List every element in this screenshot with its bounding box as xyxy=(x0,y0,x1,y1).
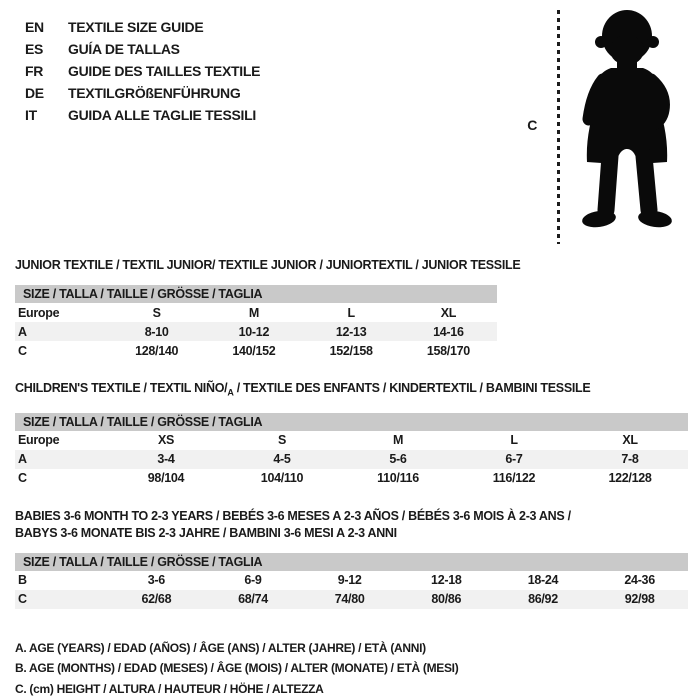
row-label: Europe xyxy=(18,305,60,320)
row-label: A xyxy=(18,324,27,339)
measure-label-c: C xyxy=(527,117,537,133)
size-cell: 10-12 xyxy=(238,324,270,339)
legend-footnotes xyxy=(15,638,700,700)
size-cell: 158/170 xyxy=(426,343,470,358)
size-cell: 110/116 xyxy=(377,471,419,485)
size-cell: 4-5 xyxy=(273,452,291,466)
table-row xyxy=(15,469,688,488)
babies-textile-section xyxy=(15,508,700,609)
section-title-line1: BABIES 3-6 MONTH TO 2-3 YEARS / BEBÉS 3-6 MESES A 2-3 AÑOS / BÉBÉS 3-6 MOIS À 2-3 ANS / xyxy=(15,508,571,523)
guide-title: GUIDA ALLE TAGLIE TESSILI xyxy=(68,107,256,123)
size-cell: 122/128 xyxy=(608,471,652,485)
section-title-subscript: A xyxy=(227,387,234,398)
section-title: JUNIOR TEXTILE / TEXTIL JUNIOR/ TEXTILE JUNIOR / JUNIORTEXTIL / JUNIOR TESSILE xyxy=(15,258,521,272)
row-label: Europe xyxy=(18,433,60,447)
size-cell: 74/80 xyxy=(334,592,365,606)
size-cell: L xyxy=(347,305,355,320)
children-textile-section xyxy=(15,380,700,488)
children-size-table xyxy=(15,431,688,488)
size-cell: L xyxy=(510,433,518,447)
size-cell: 92/98 xyxy=(624,592,655,606)
guide-title: TEXTILE SIZE GUIDE xyxy=(68,19,204,35)
row-label: A xyxy=(18,452,27,466)
size-cell: M xyxy=(248,305,259,320)
size-header-bar: SIZE / TALLA / TAILLE / GRÖSSE / TAGLIA xyxy=(15,285,497,303)
row-label: C xyxy=(18,471,27,485)
size-cell: S xyxy=(277,433,287,447)
table-row xyxy=(15,303,497,322)
section-title-line2: BABYS 3-6 MONATE BIS 2-3 JAHRE / BAMBINI 3-6 MESI A 2-3 ANNI xyxy=(15,525,397,540)
footnote-c: C. (cm) HEIGHT / ALTURA / HAUTEUR / HÖHE / ALTEZZA xyxy=(15,681,324,696)
babies-size-table xyxy=(15,571,688,609)
table-row xyxy=(15,341,497,360)
language-code: FR xyxy=(25,63,44,79)
table-row xyxy=(15,431,688,450)
footnote-b: B. AGE (MONTHS) / EDAD (MESES) / ÂGE (MOIS) / ALTER (MONATE) / ETÀ (MESI) xyxy=(15,661,459,675)
size-cell: XL xyxy=(622,433,638,447)
section-title-text: / TEXTILE DES ENFANTS / KINDERTEXTIL / BAMBINI TESSILE xyxy=(233,381,591,395)
guide-title: GUÍA DE TALLAS xyxy=(68,41,180,57)
junior-size-table xyxy=(15,303,497,360)
size-cell: 98/104 xyxy=(147,471,185,485)
size-cell: 3-4 xyxy=(157,452,175,466)
table-row xyxy=(15,322,497,341)
size-cell: M xyxy=(392,433,404,447)
size-header-bar: SIZE / TALLA / TAILLE / GRÖSSE / TAGLIA xyxy=(15,413,688,431)
height-measure-figure xyxy=(527,6,690,244)
section-title xyxy=(15,380,700,402)
row-label: B xyxy=(18,573,27,587)
language-code: IT xyxy=(25,107,37,123)
table-row xyxy=(15,590,688,609)
size-cell: S xyxy=(152,305,161,320)
guide-title: TEXTILGRÖßENFÜHRUNG xyxy=(68,85,241,101)
size-cell: 80/86 xyxy=(431,592,462,606)
size-cell: 128/140 xyxy=(135,343,179,358)
size-cell: 3-6 xyxy=(147,573,165,587)
size-cell: 68/74 xyxy=(238,592,268,606)
section-title xyxy=(15,508,700,542)
size-cell: 12-18 xyxy=(431,573,462,587)
size-cell: 86/92 xyxy=(528,592,558,606)
size-cell: 9-12 xyxy=(337,573,362,587)
size-cell: 18-24 xyxy=(527,573,559,587)
size-cell: 140/152 xyxy=(232,343,276,358)
size-cell: 12-13 xyxy=(335,324,367,339)
size-cell: 6-9 xyxy=(244,573,262,587)
size-cell: 62/68 xyxy=(141,592,172,606)
size-cell: 8-10 xyxy=(144,324,169,339)
size-cell: XS xyxy=(157,433,175,447)
size-cell: 6-7 xyxy=(505,452,523,466)
size-cell: 116/122 xyxy=(492,471,536,485)
section-title-text: CHILDREN'S TEXTILE / TEXTIL NIÑO/ xyxy=(15,381,228,395)
size-header-bar: SIZE / TALLA / TAILLE / GRÖSSE / TAGLIA xyxy=(15,553,688,571)
child-silhouette-icon xyxy=(565,6,690,244)
footnote-a: A. AGE (YEARS) / EDAD (AÑOS) / ÂGE (ANS) / ALTER (JAHRE) / ETÀ (ANNI) xyxy=(15,640,426,655)
size-cell: 14-16 xyxy=(433,324,464,339)
language-code: EN xyxy=(25,19,44,35)
guide-title: GUIDE DES TAILLES TEXTILE xyxy=(68,63,261,79)
size-cell: 104/110 xyxy=(260,471,304,485)
size-cell: 152/158 xyxy=(329,343,373,358)
size-cell: XL xyxy=(440,305,457,320)
size-cell: 7-8 xyxy=(621,452,639,466)
size-cell: 5-6 xyxy=(389,452,407,466)
row-label: C xyxy=(18,343,27,358)
size-cell: 24-36 xyxy=(624,573,655,587)
junior-textile-section xyxy=(15,257,700,360)
language-code: DE xyxy=(25,85,44,101)
height-dotted-line xyxy=(557,10,560,244)
table-row xyxy=(15,450,688,469)
row-label: C xyxy=(18,592,27,606)
table-row xyxy=(15,571,688,590)
language-code: ES xyxy=(25,41,44,57)
